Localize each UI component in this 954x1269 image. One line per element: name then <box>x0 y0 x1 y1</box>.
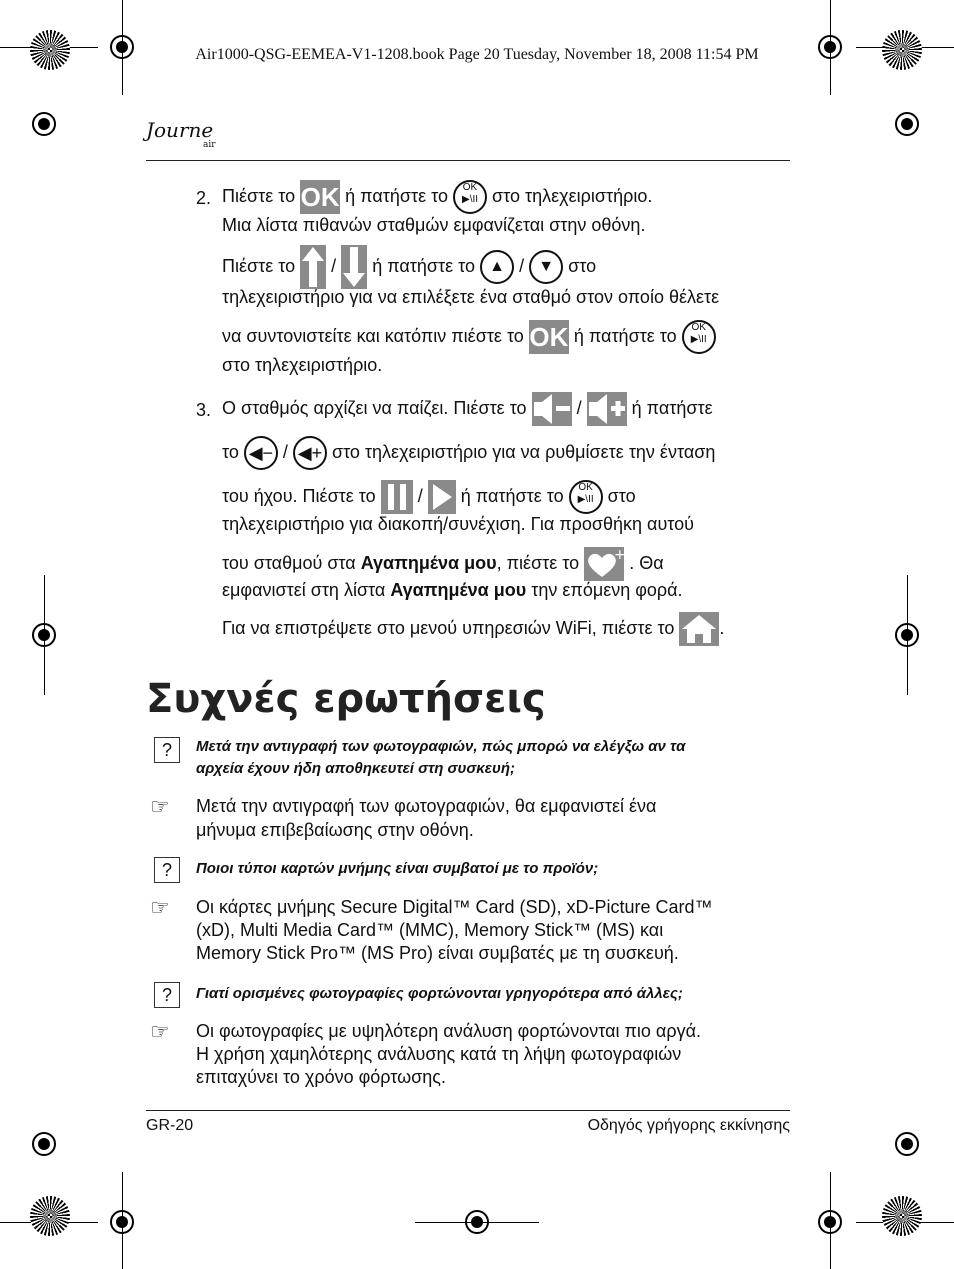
faq-answer: Οι κάρτες μνήμης Secure Digital™ Card (SD), xD-Picture Card™ <box>196 897 713 917</box>
step3-line2: το ◀− / ◀+ στο τηλεχειριστήριο για να ρυθμίσετε την ένταση <box>222 436 715 470</box>
step2-line4: τηλεχειριστήριο για να επιλέξετε ένα σταθμό στον οποίο θέλετε <box>222 287 720 307</box>
step2-line6: στο τηλεχειριστήριο. <box>222 355 383 375</box>
down-remote-icon: ▼ <box>529 250 563 284</box>
ok-button-icon: OK <box>529 322 569 352</box>
footer-rule <box>146 1110 790 1111</box>
answer-hand-icon: ☞ <box>150 794 170 819</box>
faq-answer-cont: μήνυμα επιβεβαίωσης στην οθόνη. <box>196 820 474 840</box>
volume-up-icon <box>587 392 627 426</box>
registration-mark <box>32 623 56 647</box>
page-number: GR-20 <box>146 1117 194 1134</box>
down-arrow-icon <box>341 245 367 289</box>
starburst-mark <box>30 1196 70 1236</box>
ok-remote-icon: OK ▶\II <box>682 320 716 354</box>
faq-question: Γιατί ορισμένες φωτογραφίες φορτώνονται γρηγορότερα από άλλες; <box>196 985 683 1002</box>
faq-answer-cont: (xD), Multi Media Card™ (MMC), Memory Stick™ (MS) και <box>196 920 664 940</box>
faq-title: Συχνές ερωτήσεις <box>146 676 546 722</box>
step2-line1: Πιέστε το OK ή πατήστε το OK ▶\II στο τηλεχειριστήριο. <box>222 182 653 212</box>
favorite-add-icon <box>584 547 624 581</box>
registration-mark <box>895 112 919 136</box>
step3-line4: τηλεχειριστήριο για διακοπή/συνέχιση. Για προσθήκη αυτού <box>222 514 694 534</box>
registration-mark <box>32 112 56 136</box>
step-number: 3. <box>196 400 212 420</box>
registration-mark <box>895 1132 919 1156</box>
registration-mark <box>818 1210 842 1234</box>
step2-line3: Πιέστε το / ή πατήστε το ▲ / ▼ στο <box>222 245 596 289</box>
faq-answer-cont: Memory Stick Pro™ (MS Pro) είναι συμβατές με τη συσκευή. <box>196 943 679 963</box>
step3-line6: εμφανιστεί στη λίστα Αγαπημένα μου την επόμενη φορά. <box>222 580 683 600</box>
faq-answer-cont: επιταχύνει το χρόνο φόρτωσης. <box>196 1067 446 1087</box>
registration-mark <box>110 1210 134 1234</box>
ok-remote-icon: OK ▶\II <box>569 480 603 514</box>
pause-icon <box>381 480 413 514</box>
question-icon: ? <box>154 737 180 763</box>
faq-answer: Οι φωτογραφίες με υψηλότερη ανάλυση φορτώνονται πιο αργά. <box>196 1021 701 1041</box>
ok-button-icon: OK <box>300 182 340 212</box>
faq-answer-cont: Η χρήση χαμηλότερης ανάλυσης κατά τη λήψη φωτογραφιών <box>196 1044 682 1064</box>
up-arrow-icon <box>300 245 326 289</box>
footer-title: Οδηγός γρήγορης εκκίνησης <box>587 1117 790 1134</box>
journe-logo: Journe air <box>146 118 216 150</box>
registration-mark <box>465 1210 489 1234</box>
volume-down-remote-icon: ◀− <box>244 436 278 470</box>
home-icon <box>679 612 719 646</box>
faq-question: Μετά την αντιγραφή των φωτογραφιών, πώς μπορώ να ελέγξω αν τα <box>196 738 686 755</box>
faq-answer: Μετά την αντιγραφή των φωτογραφιών, θα εμφανιστεί ένα <box>196 796 657 816</box>
step3-line3: του ήχου. Πιέστε το / ή πατήστε το OK ▶\II στο <box>222 480 636 514</box>
step3-line7: Για να επιστρέψετε στο μενού υπηρεσιών WiFi, πιέστε το . <box>222 612 724 646</box>
print-header: Air1000-QSG-EEMEA-V1-1208.book Page 20 Tuesday, November 18, 2008 11:54 PM <box>195 46 759 63</box>
answer-hand-icon: ☞ <box>150 1019 170 1044</box>
step3-line1: Ο σταθμός αρχίζει να παίζει. Πιέστε το / ή πατήστε <box>222 392 713 426</box>
up-remote-icon: ▲ <box>480 250 514 284</box>
question-icon: ? <box>154 982 180 1008</box>
step-number: 2. <box>196 188 212 208</box>
registration-mark <box>32 1132 56 1156</box>
header-rule <box>146 160 790 161</box>
question-icon: ? <box>154 857 180 883</box>
answer-hand-icon: ☞ <box>150 895 170 920</box>
step2-line5: να συντονιστείτε και κατόπιν πιέστε το OK ή πατήστε το OK ▶\II <box>222 320 716 354</box>
step2-line2: Μια λίστα πιθανών σταθμών εμφανίζεται στην οθόνη. <box>222 215 646 235</box>
faq-question-cont: αρχεία έχουν ήδη αποθηκευτεί στη συσκευή; <box>196 760 515 777</box>
step3-line5: του σταθμού στα Αγαπημένα μου, πιέστε το + . Θα <box>222 547 664 581</box>
faq-question: Ποιοι τύποι καρτών μνήμης είναι συμβατοί με το προϊόν; <box>196 860 599 877</box>
play-icon <box>428 480 456 514</box>
registration-mark <box>895 623 919 647</box>
volume-up-remote-icon: ◀+ <box>293 436 327 470</box>
starburst-mark <box>882 1196 922 1236</box>
volume-down-icon <box>532 392 572 426</box>
ok-remote-icon: OK ▶\II <box>453 180 487 214</box>
svg-text:+: + <box>614 547 626 563</box>
